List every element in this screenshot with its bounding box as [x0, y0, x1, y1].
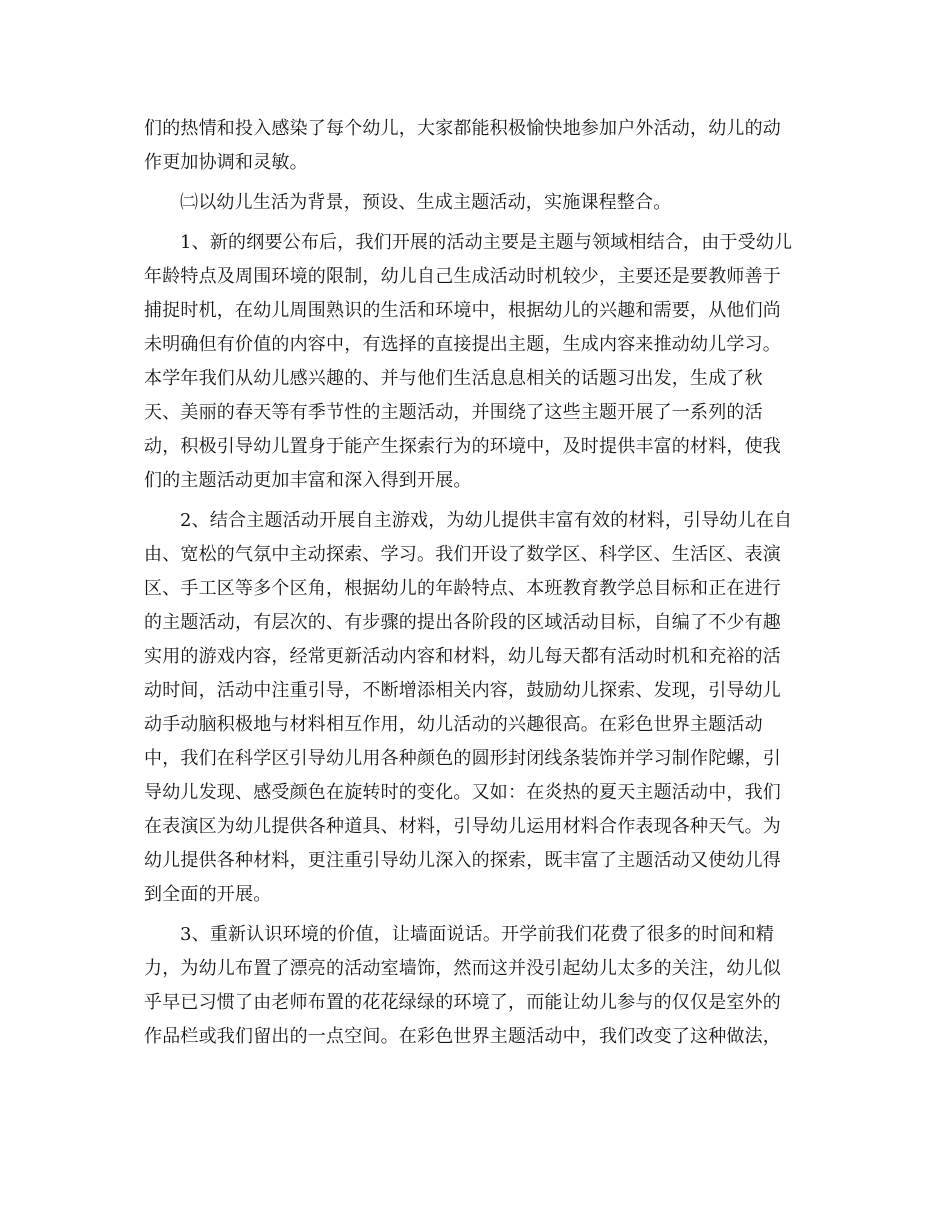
text-line: 作更加协调和灵敏。 — [144, 152, 308, 173]
text-line: 作品栏或我们留出的一点空间。在彩色世界主题活动中，我们改变了这种做法， — [144, 1026, 781, 1047]
document-body — [144, 112, 804, 1054]
text-line: ㈡以幼儿生活为背景，预设、生成主题活动，实施课程整合。 — [180, 192, 672, 213]
text-line: 导幼儿发现、感受颜色在旋转时的变化。又如：在炎热的夏天主题活动中，我们 — [144, 782, 781, 803]
text-line: 捕捉时机，在幼儿周围熟识的生活和环境中，根据幼儿的兴趣和需要，从他们尚 — [144, 300, 781, 321]
text-line: 区、手工区等多个区角，根据幼儿的年龄特点、本班教育教学总目标和正在进行 — [144, 578, 781, 599]
text-line: 本学年我们从幼儿感兴趣的、并与他们生活息息相关的话题习出发，生成了秋 — [144, 368, 763, 389]
text-line: 到全面的开展。 — [144, 884, 272, 905]
text-line: 年龄特点及周围环境的限制，幼儿自己生成活动时机较少，主要还是要教师善于 — [144, 266, 781, 287]
text-line: 中，我们在科学区引导幼儿用各种颜色的圆形封闭线条装饰并学习制作陀螺，引 — [144, 748, 781, 769]
text-line: 由、宽松的气氛中主动探索、学习。我们开设了数学区、科学区、生活区、表演 — [144, 544, 781, 565]
text-line: 动时间，活动中注重引导，不断增添相关内容，鼓励幼儿探索、发现，引导幼儿 — [144, 680, 781, 701]
text-line: 未明确但有价值的内容中，有选择的直接提出主题，生成内容来推动幼儿学习。 — [144, 334, 781, 355]
text-line: 们的热情和投入感染了每个幼儿，大家都能积极愉快地参加户外活动，幼儿的动 — [144, 118, 781, 139]
text-line: 动，积极引导幼儿置身于能产生探索行为的环境中，及时提供丰富的材料，使我 — [144, 436, 781, 457]
text-line: 乎早已习惯了由老师布置的花花绿绿的环境了，而能让幼儿参与的仅仅是室外的 — [144, 992, 781, 1013]
text-line: 3、重新认识环境的价值，让墙面说话。开学前我们花费了很多的时间和精 — [180, 924, 775, 945]
text-line: 们的主题活动更加丰富和深入得到开展。 — [144, 470, 472, 491]
text-line: 动手动脑积极地与材料相互作用，幼儿活动的兴趣很高。在彩色世界主题活动 — [144, 714, 763, 735]
text-line: 的主题活动，有层次的、有步骤的提出各阶段的区域活动目标，自编了不少有趣 — [144, 612, 781, 633]
text-line: 1、新的纲要公布后，我们开展的活动主要是主题与领域相结合，由于受幼儿 — [180, 232, 793, 253]
text-line: 幼儿提供各种材料，更注重引导幼儿深入的探索，既丰富了主题活动又使幼儿得 — [144, 850, 781, 871]
text-line: 2、结合主题活动开展自主游戏，为幼儿提供丰富有效的材料，引导幼儿在自 — [180, 510, 793, 531]
text-line: 力，为幼儿布置了漂亮的活动室墙饰，然而这并没引起幼儿太多的关注，幼儿似 — [144, 958, 781, 979]
text-line: 实用的游戏内容，经常更新活动内容和材料，幼儿每天都有活动时机和充裕的活 — [144, 646, 781, 667]
text-line: 天、美丽的春天等有季节性的主题活动，并围绕了这些主题开展了一系列的活 — [144, 402, 763, 423]
text-line: 在表演区为幼儿提供各种道具、材料，引导幼儿运用材料合作表现各种天气。为 — [144, 816, 781, 837]
